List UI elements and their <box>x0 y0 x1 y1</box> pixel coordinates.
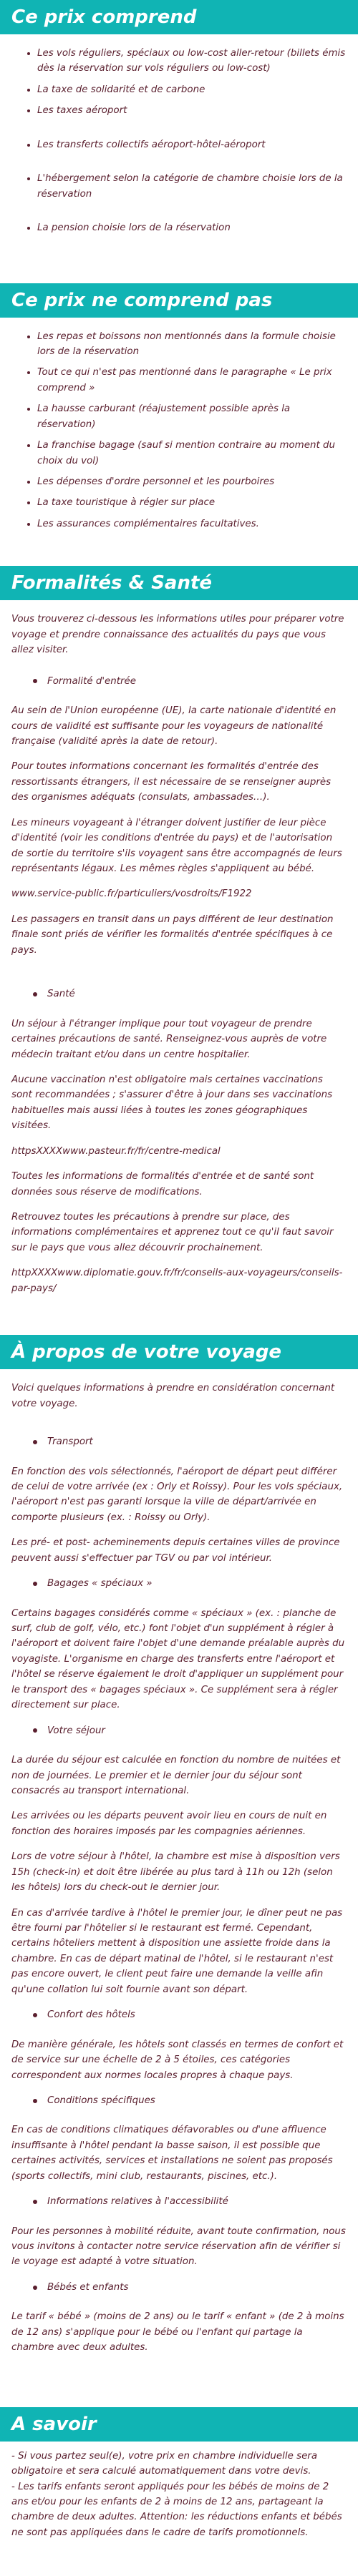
transport-title: Transport <box>47 1436 93 1448</box>
stay-heading <box>33 1723 347 1738</box>
included-item: • Les transferts collectifs aéroport-hôtel-aéroport <box>37 137 347 152</box>
included-item: • Les taxes aéroport <box>37 103 347 118</box>
included-header: Ce prix comprend <box>0 0 358 34</box>
stay-title: Votre séjour <box>47 1725 105 1736</box>
health-paragraph: Toutes les informations de formalités d'entrée et de santé sont données sous réserve de modifications. <box>11 1171 314 1198</box>
excluded-item: • La hausse carburant (réajustement possible après la réservation) <box>37 401 347 432</box>
health-paragraph: Un séjour à l'étranger implique pour tout voyageur de prendre certaines précautions de santé. Renseignez-vous auprès de votre médecin traitant et/ou dans un centre hospitalier. <box>11 1018 327 1060</box>
excluded-header: Ce prix ne comprend pas <box>0 283 358 318</box>
formalities-body <box>0 600 358 1319</box>
note-line: - Si vous partez seul(e), votre prix en chambre individuelle sera obligatoire et sera calculé automatiquement dans votre devis. <box>11 2450 318 2477</box>
excluded-item: • Les dépenses d'ordre personnel et les pourboires <box>37 474 347 489</box>
weather-paragraph: En cas de conditions climatiques défavorables ou d'une affluence insuffisante à l'hôtel pendant la basse saison, il est possible que certaines activités, services et installations ne soient pas proposés (sports collectifs, mini club, restaurants, piscines, etc.). <box>11 2125 333 2182</box>
bullet-icon <box>33 1582 37 1586</box>
stay-paragraph: En cas d'arrivée tardive à l'hôtel le premier jour, le dîner peut ne pas être fourni par l'hôtelier si le restaurant est fermé. Cependant, certains hôteliers mettent à disposition une assiette froide dans la chambre. En cas de départ matinal de l'hôtel, si le restaurant n'est pas encore ouvert, le client peut faire une demande la veille afin qu'une collation lui soit fournie avant son départ. <box>11 1907 343 1995</box>
about-intro: Voici quelques informations à prendre en considération concernant votre voyage. <box>11 1383 335 1409</box>
formalities-intro: Vous trouverez ci-dessous les informations utiles pour préparer votre voyage et prendre connaissance des actualités du pays que vous allez visiter. <box>11 614 344 656</box>
bullet-icon <box>33 2013 37 2017</box>
included-body <box>0 34 358 255</box>
bullet-icon <box>33 992 37 996</box>
bullet-icon <box>33 2286 37 2290</box>
health-link: httpXXXXwww.diplomatie.gouv.fr/fr/conseils-aux-voyageurs/conseils-par-pays/ <box>11 1268 343 1294</box>
included-item: • La taxe de solidarité et de carbone <box>37 82 347 97</box>
comfort-title: Confort des hôtels <box>47 2009 135 2021</box>
weather-title: Conditions spécifiques <box>47 2095 155 2106</box>
entry-paragraph: Pour toutes informations concernant les formalités d'entrée des ressortissants étrangers, il est nécessaire de se renseigner auprès des organismes adéquats (consulats, ambassades…). <box>11 761 332 803</box>
about-body <box>0 1369 358 2378</box>
entry-paragraph: Au sein de l'Union européenne (UE), la carte nationale d'identité en cours de validité est suffisante pour les voyageurs de nationalité française (validité après la date de retour). <box>11 705 337 747</box>
baggage-title: Bagages « spéciaux » <box>47 1578 153 1590</box>
kids-paragraph: Le tarif « bébé » (moins de 2 ans) ou le tarif « enfant » (de 2 à moins de 12 ans) s'applique pour le bébé ou l'enfant qui partage la chambre avec deux adultes. <box>11 2311 344 2354</box>
excluded-body <box>0 318 358 551</box>
bullet-icon <box>33 1728 37 1733</box>
excluded-list <box>11 329 347 532</box>
bullet-icon <box>33 1440 37 1444</box>
transport-paragraph: En fonction des vols sélectionnés, l'aéroport de départ peut différer de celui de votre arrivée (ex : Orly et Roissy). Pour les vols spéciaux, l'aéroport n'est pas garanti lorsque la ville de départ/arrivée en comporte plusieurs (ex. : Roissy ou Orly). <box>11 1466 343 1523</box>
stay-paragraph: Lors de votre séjour à l'hôtel, la chambre est mise à disposition vers 15h (check-in) et doit être libérée au plus tard à 11h ou 12h (selon les hôtels) lors du check-out le dernier jour. <box>11 1851 340 1894</box>
bullet-icon <box>33 679 37 683</box>
included-list <box>11 46 347 236</box>
access-title: Informations relatives à l'accessibilité <box>47 2196 228 2208</box>
stay-paragraph: La durée du séjour est calculée en fonction du nombre de nuitées et non de journées. Le premier et le dernier jour du séjour sont consacrés au transport international. <box>11 1755 341 1796</box>
about-header: À propos de votre voyage <box>0 1335 358 1369</box>
health-paragraph: Retrouvez toutes les précautions à prendre sur place, des informations complémentaires et apprenez tout ce qu'il faut savoir sur le pays que vous allez découvrir prochainement. <box>11 1212 334 1253</box>
excluded-item: • Tout ce qui n'est pas mentionné dans le paragraphe « Le prix comprend » <box>37 365 347 396</box>
bullet-icon <box>33 2099 37 2103</box>
excluded-item: • Les assurances complémentaires facultatives. <box>37 516 347 532</box>
comfort-paragraph: De manière générale, les hôtels sont classés en termes de confort et de service sur une échelle de 2 à 5 étoiles, ces catégories correspondent aux normes locales propres à chaque pays. <box>11 2039 344 2081</box>
health-heading <box>33 986 347 1001</box>
entry-title: Formalité d'entrée <box>47 675 136 687</box>
entry-link: www.service-public.fr/particuliers/vosdroits/F1922 <box>11 888 252 900</box>
entry-paragraph: Les mineurs voyageant à l'étranger doivent justifier de leur pièce d'identité (voir les conditions d'entrée du pays) et de l'autorisation de sortie du territoire s'ils voyagent sans être accompagnés de leurs représentants légaux. Les mêmes règles s'appliquent au bébé. <box>11 817 342 874</box>
kids-heading <box>33 2280 347 2295</box>
included-item: • La pension choisie lors de la réservation <box>37 220 347 235</box>
baggage-heading <box>33 1576 347 1591</box>
kids-title: Bébés et enfants <box>47 2281 129 2293</box>
excluded-item: • Les repas et boissons non mentionnés dans la formule choisie lors de la réservation <box>37 329 347 360</box>
excluded-item: • La franchise bagage (sauf si mention contraire au moment du choix du vol) <box>37 438 347 469</box>
health-paragraph: Aucune vaccination n'est obligatoire mais certaines vaccinations sont recommandées ; s'assurer d'être à jour dans ses vaccinations habituelles mais aussi liées à toutes les zones géographiques visitées. <box>11 1074 333 1132</box>
note-body <box>0 2442 358 2554</box>
weather-heading <box>33 2093 347 2108</box>
transport-heading <box>33 1434 347 1449</box>
note-header: A savoir <box>0 2407 358 2442</box>
transport-paragraph: Les pré- et post- acheminements depuis certaines villes de province peuvent aussi s'effectuer par TGV ou par vol intérieur. <box>11 1537 340 1564</box>
stay-paragraph: Les arrivées ou les départs peuvent avoir lieu en cours de nuit en fonction des horaires imposés par les compagnies aériennes. <box>11 1811 327 1837</box>
entry-paragraph: Les passagers en transit dans un pays différent de leur destination finale sont priés de vérifier les formalités d'entrée spécifiques à ce pays. <box>11 914 334 956</box>
health-title: Santé <box>47 989 75 1000</box>
comfort-heading <box>33 2007 347 2022</box>
bullet-icon <box>33 2200 37 2204</box>
access-paragraph: Pour les personnes à mobilité réduite, avant toute confirmation, nous vous invitons à contacter notre service réservation afin de vérifier si le voyage est adapté à votre situation. <box>11 2225 346 2268</box>
baggage-paragraph: Certains bagages considérés comme « spéciaux » (ex. : planche de surf, club de golf, vélo, etc.) font l'objet d'un supplément à régler à l'aéroport et doivent faire l'objet d'une demande préalable auprès du voyagiste. L'organisme en charge des transferts entre l'aéroport et l'hôtel se réserve également le droit d'appliquer un supplément pour le transport des « bagages spéciaux ». Ce supplément sera à régler directement sur place. <box>11 1607 345 1711</box>
formalities-header: Formalités & Santé <box>0 566 358 600</box>
note-line: - Les tarifs enfants seront appliqués pour les bébés de moins de 2 ans et/ou pour les enfants de 2 à moins de 12 ans, partageant la chambre de deux adultes. Attention: les réductions enfants et bébés ne sont pas appliquées dans le cadre de tarifs promotionnels. <box>11 2481 342 2538</box>
excluded-item: • La taxe touristique à régler sur place <box>37 495 347 510</box>
included-item: • L'hébergement selon la catégorie de chambre choisie lors de la réservation <box>37 171 347 202</box>
health-link: httpsXXXXwww.pasteur.fr/fr/centre-medical <box>11 1145 221 1157</box>
included-item: • Les vols réguliers, spéciaux ou low-cost aller-retour (billets émis dès la réservation sur vols réguliers ou low-cost) <box>37 46 347 77</box>
entry-heading <box>33 674 347 689</box>
access-heading <box>33 2194 347 2209</box>
